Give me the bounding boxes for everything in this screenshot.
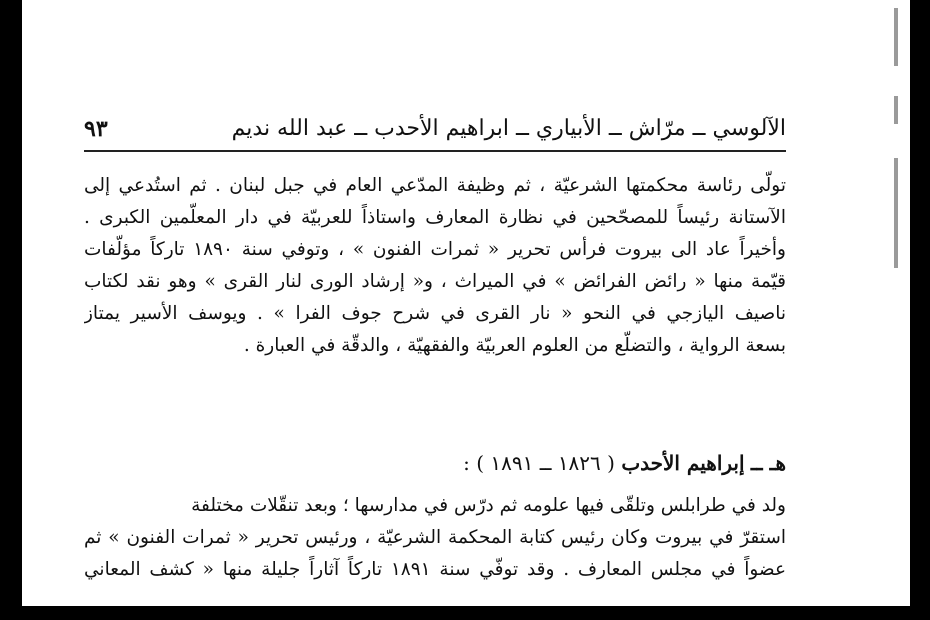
section-name: إبراهيم الأحدب bbox=[621, 451, 745, 475]
page-header bbox=[84, 116, 786, 146]
header-rule bbox=[84, 150, 786, 152]
body-line: الآستانة رئيساً للمصحّحين في نظارة المعارف واستاذاً للعربيّة في دار المعلّمين الكبرى . bbox=[84, 207, 786, 228]
page-number: ٩٣ bbox=[84, 116, 108, 142]
body-line: بسعة الرواية ، والتضلّع من العلوم العربيّة والفقهيّة ، والدقّة في العبارة . bbox=[243, 335, 786, 356]
body-line: وأخيراً عاد الى بيروت فرأس تحرير « ثمرات الفنون » ، وتوفي سنة ١٨٩٠ تاركاً مؤلّفات bbox=[84, 239, 786, 260]
body-line: قيّمة منها « رائض الفرائض » في الميراث ، و« إرشاد الورى لنار القرى » وهو نقد لكتاب bbox=[84, 271, 786, 292]
bottom-border bbox=[0, 606, 930, 620]
body-line: استقرّ في بيروت وكان رئيس كتابة المحكمة الشرعيّة ، ورئيس تحرير « ثمرات الفنون » ثم bbox=[84, 527, 786, 548]
scan-mark bbox=[894, 96, 898, 124]
body-line: عضواً في مجلس المعارف . وقد توفّي سنة ١٨٩١ تاركاً آثاراً جليلة منها « كشف المعاني bbox=[84, 559, 786, 580]
section-dates: ( ١٨٢٦ ــ ١٨٩١ ) : bbox=[463, 451, 615, 475]
body-line: ولد في طرابلس وتلقّى فيها علومه ثم درّس في مدارسها ؛ وبعد تنقّلات مختلفة bbox=[191, 495, 786, 516]
body-line: تولّى رئاسة محكمتها الشرعيّة ، ثم وظيفة المدّعي العام في جبل لبنان . ثم استُدعي إلى bbox=[84, 175, 786, 196]
section-heading bbox=[84, 446, 786, 480]
section-letter: هـ ــ bbox=[750, 451, 786, 475]
running-head: الآلوسي ــ مرّاش ــ الأبياري ــ ابراهيم الأحدب ــ عبد الله نديم bbox=[231, 116, 786, 141]
scan-mark bbox=[894, 158, 898, 268]
scan-mark bbox=[894, 8, 898, 66]
scanned-page bbox=[22, 0, 910, 620]
body-line: ناصيف اليازجي في النحو « نار القرى في شرح جوف الفرا » . ويوسف الأسير يمتاز bbox=[84, 303, 786, 324]
